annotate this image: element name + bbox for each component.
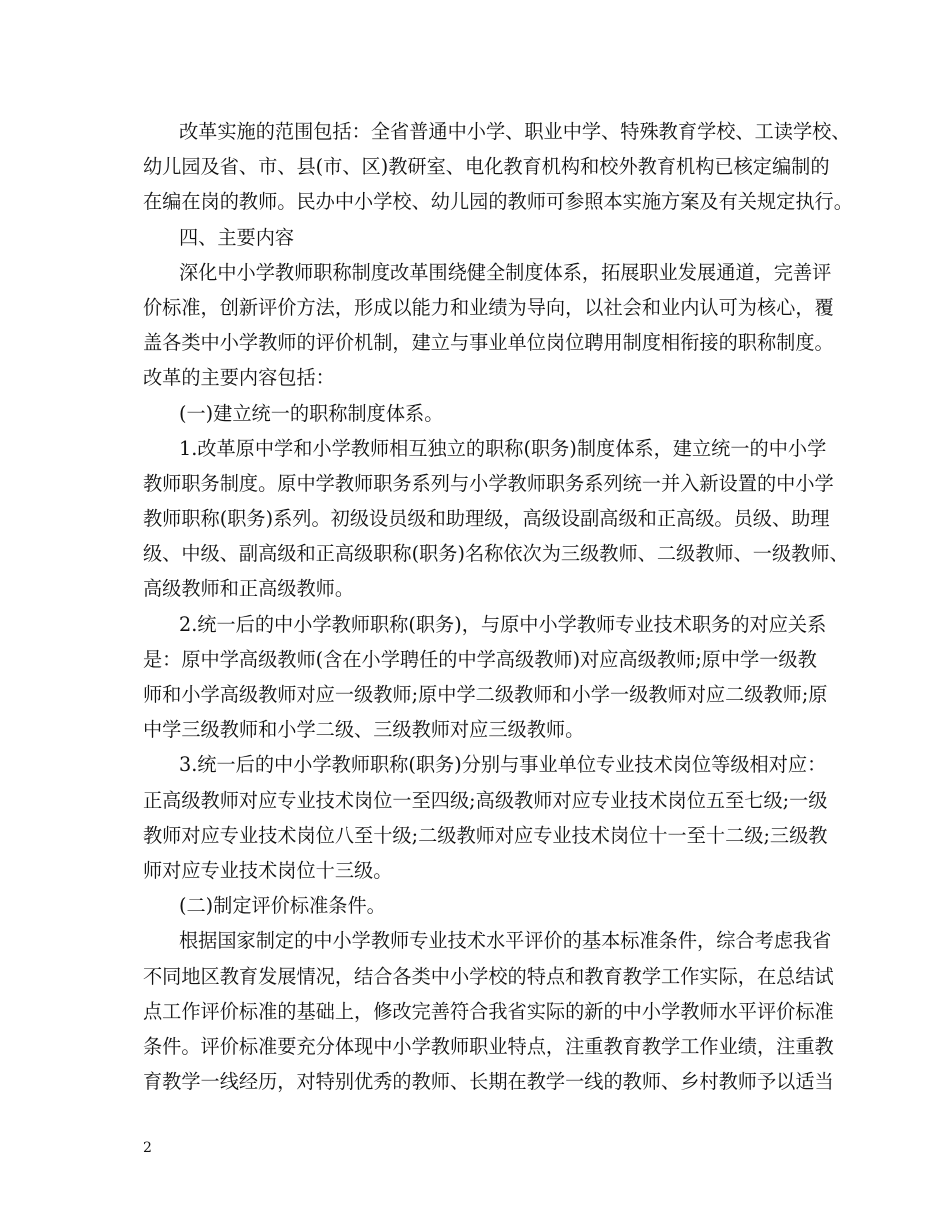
text-line: (一)建立统一的职称制度体系。: [179, 401, 444, 425]
text-line: (二)制定评价标准条件。: [179, 894, 386, 918]
text-line: 2.统一后的中小学教师职称(职务)，与原中小学教师专业技术职务的对应关系: [179, 612, 827, 636]
text-line: 高级教师和正高级教师。: [143, 577, 355, 601]
text-line: 深化中小学教师职称制度改革围绕健全制度体系，拓展职业发展通道，完善评: [179, 260, 832, 284]
text-line: 级、中级、副高级和正高级职称(职务)名称依次为三级教师、二级教师、一级教师、: [143, 542, 849, 566]
text-line: 根据国家制定的中小学教师专业技术水平评价的基本标准条件，综合考虑我省: [179, 929, 832, 953]
text-line: 点工作评价标准的基础上，修改完善符合我省实际的新的中小学教师水平评价标准: [143, 999, 834, 1023]
text-line: 师和小学高级教师对应一级教师;原中学二级教师和小学一级教师对应二级教师;原: [143, 683, 828, 706]
text-line: 盖各类中小学教师的评价机制，建立与事业单位岗位聘用制度相衔接的职称制度。: [143, 331, 834, 355]
text-line: 条件。评价标准要充分体现中小学教师职业特点，注重教育教学工作业绩，注重教: [143, 1034, 834, 1058]
text-line: 育教学一线经历，对特别优秀的教师、长期在教学一线的教师、乡村教师予以适当: [143, 1070, 834, 1094]
text-line: 幼儿园及省、市、县(市、区)教研室、电化教育机构和校外教育机构已核定编制的: [143, 155, 830, 179]
text-line: 师对应专业技术岗位十三级。: [143, 858, 393, 882]
text-line: 正高级教师对应专业技术岗位一至四级;高级教师对应专业技术岗位五至七级;一级: [143, 788, 828, 812]
text-line: 是：原中学高级教师(含在小学聘任的中学高级教师)对应高级教师;原中学一级教: [143, 647, 817, 671]
text-line: 价标准，创新评价方法，形成以能力和业绩为导向，以社会和业内认可为核心，覆: [143, 295, 834, 319]
page-number: 2: [143, 1140, 152, 1156]
text-line: 教师职务制度。原中学教师职务系列与小学教师职务系列统一并入新设置的中小学: [143, 471, 834, 495]
text-line: 改革的主要内容包括：: [143, 366, 335, 390]
text-line: 改革实施的范围包括：全省普通中小学、职业中学、特殊教育学校、工读学校、: [179, 120, 851, 143]
text-line: 教师对应专业技术岗位八至十级;二级教师对应专业技术岗位十一至十二级;三级教: [143, 823, 828, 847]
text-line: 中学三级教师和小学二级、三级教师对应三级教师。: [143, 718, 585, 742]
body-text: [143, 114, 853, 1099]
text-line: 教师职称(职务)系列。初级设员级和助理级，高级设副高级和正高级。员级、助理: [143, 507, 830, 531]
text-line: 3.统一后的中小学教师职称(职务)分别与事业单位专业技术岗位等级相对应：: [179, 753, 827, 777]
text-line: 四、主要内容: [179, 225, 295, 249]
text-line: 不同地区教育发展情况，结合各类中小学校的特点和教育教学工作实际，在总结试: [143, 964, 834, 988]
text-line: 1.改革原中学和小学教师相互独立的职称(职务)制度体系，建立统一的中小学: [179, 436, 827, 460]
text-line: 在编在岗的教师。民办中小学校、幼儿园的教师可参照本实施方案及有关规定执行。: [143, 190, 853, 214]
